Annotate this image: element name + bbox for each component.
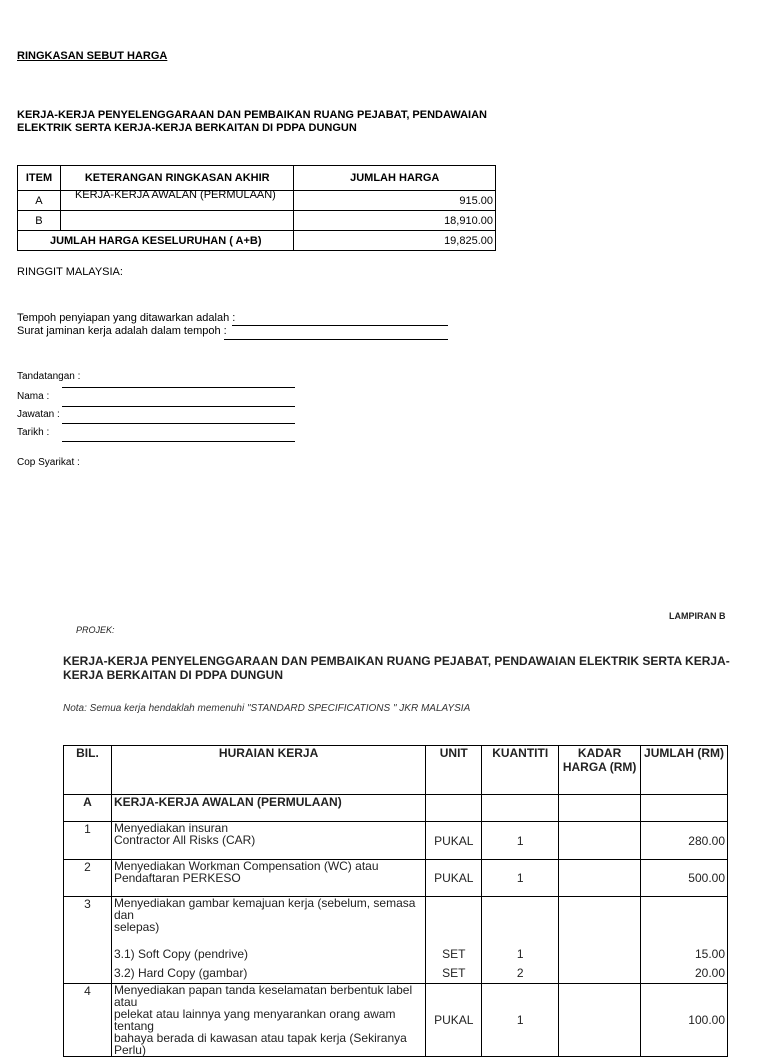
section-bil: A <box>64 795 112 822</box>
item-desc-line: selepas) <box>113 920 160 934</box>
header-item: ITEM <box>18 166 61 191</box>
header-huraian: HURAIAN KERJA <box>111 746 425 795</box>
row-desc <box>60 211 294 231</box>
item-amount: 100.00 <box>641 984 728 1057</box>
boq-item-1 <box>64 822 728 860</box>
empty-cell <box>482 795 559 822</box>
boq-item-3 <box>64 897 728 984</box>
projek-label: PROJEK: <box>76 625 115 635</box>
summary-title: RINGKASAN SEBUT HARGA <box>17 50 168 62</box>
tempoh-label: Tempoh penyiapan yang ditawarkan adalah : <box>17 312 236 324</box>
item-desc-line: Menyediakan Workman Compensation (WC) atau <box>113 859 379 873</box>
item-rate <box>559 822 641 860</box>
item-amount: 280.00 <box>641 822 728 860</box>
tarikh-label: Tarikh : <box>17 427 50 438</box>
summary-header-row <box>18 166 496 191</box>
item-qty: 1 <box>482 984 559 1057</box>
item-rate <box>559 984 641 1057</box>
item-desc-line: Menyediakan gambar kemajuan kerja (sebelum, semasa dan <box>113 896 416 922</box>
surat-line <box>224 339 448 340</box>
empty-cell <box>426 795 482 822</box>
item-desc-line: Menyediakan insuran <box>113 821 229 835</box>
summary-row-b <box>18 211 496 231</box>
item-qty: 1 <box>482 822 559 860</box>
item-qty: 1 <box>482 860 559 897</box>
tempoh-line <box>232 325 448 326</box>
boq-item-2 <box>64 860 728 897</box>
item-amount <box>641 897 728 984</box>
item-unit: PUKAL <box>426 860 482 897</box>
boq-title <box>63 654 730 682</box>
boq-table <box>63 745 728 1057</box>
row-item: A <box>18 191 61 211</box>
item-desc-line: Menyediakan papan tanda keselamatan berbentuk label atau <box>113 983 413 1009</box>
item-bil: 1 <box>64 822 112 860</box>
ringgit-label: RINGGIT MALAYSIA: <box>17 266 123 278</box>
summary-total-row <box>18 231 496 251</box>
item-desc <box>111 984 425 1057</box>
jawatan-label: Jawatan : <box>17 409 60 420</box>
sub-qty: 2 <box>516 966 524 980</box>
total-amount: 19,825.00 <box>294 231 496 251</box>
item-unit: PUKAL <box>426 822 482 860</box>
summary-row-a <box>18 191 496 211</box>
section-a-row <box>64 795 728 822</box>
item-desc <box>111 897 425 984</box>
row-amount: 915.00 <box>294 191 496 211</box>
nota-text: Nota: Semua kerja hendaklah memenuhi "STANDARD SPECIFICATIONS " JKR MALAYSIA <box>63 703 471 714</box>
empty-cell <box>641 795 728 822</box>
item-desc-line: Pendaftaran PERKESO <box>113 871 241 885</box>
cop-label: Cop Syarikat : <box>17 457 80 468</box>
empty-cell <box>559 795 641 822</box>
sub-amount: 20.00 <box>694 966 725 980</box>
project-title <box>17 109 487 135</box>
item-desc-line: bahaya berada di kawasan atau tapak kerja (Sekiranya <box>113 1031 407 1045</box>
item-unit: PUKAL <box>426 984 482 1057</box>
nama-line <box>62 406 295 407</box>
header-jumlah: JUMLAH (RM) <box>641 746 728 795</box>
header-bil: BIL. <box>64 746 112 795</box>
row-amount: 18,910.00 <box>294 211 496 231</box>
header-keterangan: KETERANGAN RINGKASAN AKHIR <box>60 166 294 191</box>
item-desc <box>111 860 425 897</box>
item-desc-line: Perlu) <box>113 1043 146 1057</box>
summary-table <box>17 165 496 251</box>
item-desc-line: pelekat atau lainnya yang menyarankan orang awam tentang <box>113 1007 396 1033</box>
item-amount: 500.00 <box>641 860 728 897</box>
item-qty <box>482 897 559 984</box>
row-item: B <box>18 211 61 231</box>
row-desc: KERJA-KERJA AWALAN (PERMULAAN) <box>60 191 294 211</box>
item-unit <box>426 897 482 984</box>
header-unit: UNIT <box>426 746 482 795</box>
nama-label: Nama : <box>17 391 50 402</box>
boq-header-row <box>64 746 728 795</box>
sub-unit: SET <box>442 947 466 961</box>
tandatangan-line <box>62 387 295 388</box>
header-jumlah-harga: JUMLAH HARGA <box>294 166 496 191</box>
tandatangan-label: Tandatangan : <box>17 371 81 382</box>
spacer <box>114 933 423 945</box>
sub-item-desc: 3.1) Soft Copy (pendrive) <box>113 947 248 961</box>
item-bil: 2 <box>64 860 112 897</box>
header-kuantiti: KUANTITI <box>482 746 559 795</box>
boq-title-line1: KERJA-KERJA PENYELENGGARAAN DAN PEMBAIKAN RUANG PEJABAT, PENDAWAIAN ELEKTRIK SERTA KERJA- <box>63 654 730 668</box>
project-title-line1: KERJA-KERJA PENYELENGGARAAN DAN PEMBAIKAN RUANG PEJABAT, PENDAWAIAN <box>17 109 487 121</box>
item-desc <box>111 822 425 860</box>
total-label: JUMLAH HARGA KESELURUHAN ( A+B) <box>18 231 294 251</box>
boq-item-4 <box>64 984 728 1057</box>
item-rate <box>559 860 641 897</box>
header-kadar: KADAR HARGA (RM) <box>559 746 641 795</box>
tarikh-line <box>62 441 295 442</box>
sub-unit: SET <box>442 966 466 980</box>
boq-title-line2: KERJA BERKAITAN DI PDPA DUNGUN <box>63 668 284 682</box>
sub-item-desc: 3.2) Hard Copy (gambar) <box>113 966 248 980</box>
project-title-line2: ELEKTRIK SERTA KERJA-KERJA BERKAITAN DI PDPA DUNGUN <box>17 122 357 134</box>
lampiran-label: LAMPIRAN B <box>669 611 726 621</box>
item-bil: 3 <box>64 897 112 984</box>
item-desc-line: Contractor All Risks (CAR) <box>113 833 256 847</box>
surat-label: Surat jaminan kerja adalah dalam tempoh : <box>17 325 227 337</box>
sub-amount: 15.00 <box>694 947 725 961</box>
jawatan-line <box>62 423 295 424</box>
section-title: KERJA-KERJA AWALAN (PERMULAAN) <box>111 795 425 822</box>
item-bil: 4 <box>64 984 112 1057</box>
item-rate <box>559 897 641 984</box>
sub-qty: 1 <box>516 947 524 961</box>
